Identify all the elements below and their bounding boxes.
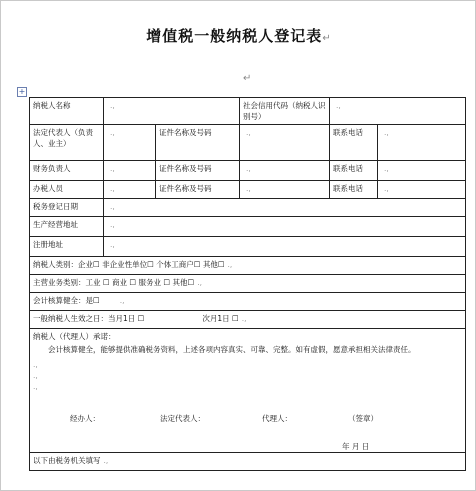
seal-label: （签章）	[348, 414, 378, 423]
date-line: 年 月 日	[342, 442, 370, 451]
label-tax-agent: 办税人员	[30, 181, 104, 199]
label-taxpayer-name: 纳税人名称	[30, 98, 104, 125]
label-id-type: 证件名称及号码	[156, 181, 240, 199]
input-legal-rep-phone[interactable]: .,	[378, 125, 466, 161]
table-row	[30, 293, 466, 311]
table-row	[30, 125, 466, 161]
label-finance-head: 财务负责人	[30, 161, 104, 181]
label-id-type: 证件名称及号码	[156, 125, 240, 161]
input-taxpayer-name[interactable]: .,	[104, 98, 240, 125]
label-contact: 联系电话	[330, 161, 378, 181]
input-business-addr[interactable]: .,	[104, 217, 466, 237]
paragraph-mark: .,	[33, 371, 38, 380]
table-row	[30, 453, 466, 471]
effective-date-row[interactable]: 一般纳税人生效之日：当月1日 ☐ 次月1日 ☐ .,	[30, 311, 466, 329]
input-finance-head-id[interactable]: .,	[240, 161, 330, 181]
agent-label: 代理人：	[262, 414, 292, 423]
paragraph-mark: ↵	[243, 73, 252, 84]
label-legal-rep: 法定代表人（负责人、业主）	[30, 125, 104, 161]
input-finance-head-phone[interactable]: .,	[378, 161, 466, 181]
table-row	[30, 275, 466, 293]
table-row	[30, 161, 466, 181]
label-credit-code: 社会信用代码（纳税人识别号）	[240, 98, 330, 125]
tax-office-row: 以下由税务机关填写 .,	[30, 453, 466, 471]
input-tax-agent[interactable]: .,	[104, 181, 156, 199]
label-contact: 联系电话	[330, 125, 378, 161]
table-row	[30, 217, 466, 237]
table-move-handle-icon[interactable]: +	[18, 87, 26, 96]
table-row	[30, 98, 466, 125]
input-tax-agent-id[interactable]: .,	[240, 181, 330, 199]
handler-label: 经办人：	[70, 414, 100, 423]
pledge-section	[30, 329, 466, 453]
input-reg-date[interactable]: .,	[104, 199, 466, 217]
table-row	[30, 257, 466, 275]
input-finance-head[interactable]: .,	[104, 161, 156, 181]
legal-rep-sign-label: 法定代表人：	[160, 414, 205, 423]
table-row	[30, 237, 466, 257]
input-legal-rep[interactable]: .,	[104, 125, 156, 161]
table-row	[30, 181, 466, 199]
registration-table	[29, 97, 466, 471]
paragraph-mark: .,	[33, 382, 38, 391]
paragraph-mark: ↵	[322, 33, 332, 44]
table-row	[30, 311, 466, 329]
input-registered-addr[interactable]: .,	[104, 237, 466, 257]
input-credit-code[interactable]: .,	[330, 98, 466, 125]
input-tax-agent-phone[interactable]: .,	[378, 181, 466, 199]
input-legal-rep-id[interactable]: .,	[240, 125, 330, 161]
label-id-type: 证件名称及号码	[156, 161, 240, 181]
table-row	[30, 329, 466, 453]
label-business-addr: 生产经营地址	[30, 217, 104, 237]
main-business-row[interactable]: 主营业务类别：工业 ☐ 商业 ☐ 服务业 ☐ 其他☐ .,	[30, 275, 466, 293]
label-contact: 联系电话	[330, 181, 378, 199]
label-registered-addr: 注册地址	[30, 237, 104, 257]
accounting-row[interactable]: 会计核算健全：是☐ .,	[30, 293, 466, 311]
label-reg-date: 税务登记日期	[30, 199, 104, 217]
pledge-text: 会计核算健全，能够提供准确税务资料，上述各项内容真实、可靠、完整。如有虚假，愿意承担相关法律责任。	[48, 345, 416, 354]
form-title: 增值税一般纳税人登记表↵	[146, 27, 332, 45]
pledge-title: 纳税人（代理人）承诺：	[33, 332, 116, 341]
taxpayer-category-row[interactable]: 纳税人类别：企业☐ 非企业性单位☐ 个体工商户☐ 其他☐ .,	[30, 257, 466, 275]
paragraph-mark: .,	[33, 360, 38, 369]
table-row	[30, 199, 466, 217]
